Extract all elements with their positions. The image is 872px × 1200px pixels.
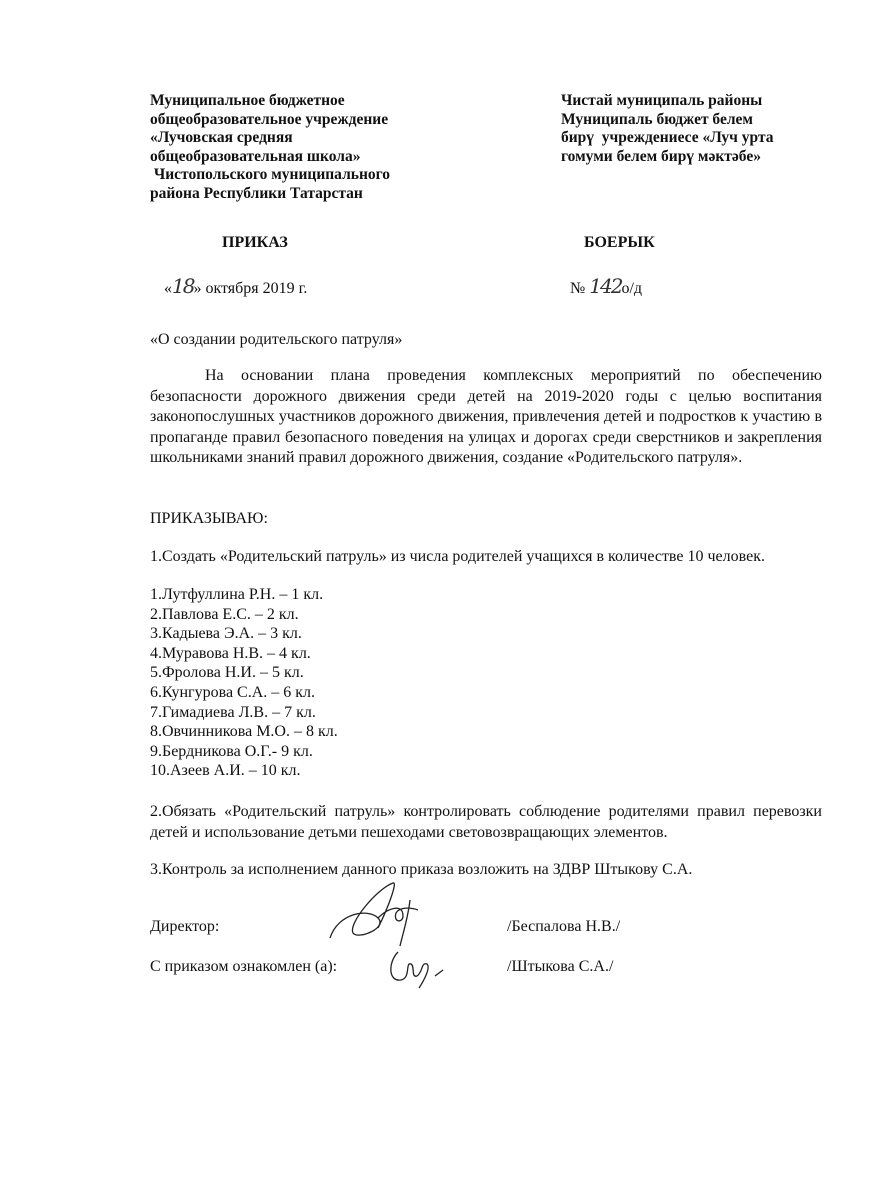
item-2: 2.Обязать «Родительский патруль» контролировать соблюдение родителями правил перевозки детей и использование детьми пешеходами световозвращающих элементов. <box>150 803 822 841</box>
title-tt: БОЕРЫК <box>584 234 655 251</box>
ack-label: С приказом ознакомлен (а): <box>150 958 338 975</box>
title-ru: ПРИКАЗ <box>222 234 288 251</box>
header-line: Чистай муниципаль районы <box>561 92 763 109</box>
list-item: 2.Павлова Е.С. – 2 кл. <box>150 605 299 623</box>
header-right <box>561 92 774 166</box>
item-1: 1.Создать «Родительский патруль» из числа родителей учащихся в количестве 10 человек. <box>150 548 765 565</box>
header-line: гомуми белем бирү мәктәбе» <box>561 147 761 165</box>
header-line: Чистопольского муниципального <box>150 166 391 183</box>
date-day-handwritten: 18 <box>172 274 194 298</box>
number-sign: № <box>570 280 590 297</box>
list-item: 10.Азеев А.И. – 10 кл. <box>150 762 301 780</box>
order-subject: «О создании родительского патруля» <box>150 331 403 348</box>
header-line: бирү учреждениесе «Луч урта <box>561 129 774 146</box>
order-date <box>164 274 307 298</box>
header-line: Муниципальное бюджетное <box>150 92 345 109</box>
list-item: 3.Кадыева Э.А. – 3 кл. <box>150 625 302 643</box>
date-rest: » октября 2019 г. <box>193 280 308 297</box>
date-quote: « <box>164 280 172 297</box>
list-item: 5.Фролова Н.И. – 5 кл. <box>150 664 304 682</box>
list-item: 7.Гимадиева Л.В. – 7 кл. <box>150 703 316 721</box>
header-line: «Лучовская средняя <box>150 129 293 146</box>
preamble: На основании плана проведения комплексных мероприятий по обеспечению безопасности дорожного движения среди детей на 2019-2020 годы с целью воспитания законопослушных участников дорожного движения, привлечения детей и подростков к участию в пропаганде правил безопасного поведения на улицах и дорогах среди сверстников и закрепления школьниками знаний правил дорожного движения, создание «Родительского патруля». <box>150 367 822 466</box>
list-item: 6.Кунгурова С.А. – 6 кл. <box>150 683 316 701</box>
list-item: 9.Бердникова О.Г.- 9 кл. <box>150 742 313 760</box>
header-line: общеобразовательная школа» <box>150 147 361 165</box>
header-line: общеобразовательное учреждение <box>150 110 389 128</box>
number-handwritten: 142 <box>589 274 622 298</box>
list-item: 4.Муравова Н.В. – 4 кл. <box>150 644 311 662</box>
list-item: 1.Лутфуллина Р.Н. – 1 кл. <box>150 586 324 603</box>
members-list <box>150 585 338 781</box>
director-name: /Беспалова Н.В./ <box>507 918 621 935</box>
header-line: района Республики Татарстан <box>150 184 363 202</box>
order-word: ПРИКАЗЫВАЮ: <box>150 510 268 527</box>
director-label: Директор: <box>150 918 220 935</box>
director-signature <box>318 878 438 948</box>
order-number <box>570 274 642 298</box>
header-left <box>150 92 390 203</box>
list-item: 8.Овчинникова М.О. – 8 кл. <box>150 723 338 741</box>
acknowledgement-signature <box>383 942 453 992</box>
ack-name: /Штыкова С.А./ <box>507 958 614 975</box>
header-line: Муниципаль бюджет белем <box>561 110 753 128</box>
item-3: 3.Контроль за исполнением данного приказа возложить на ЗДВР Штыкову С.А. <box>150 861 693 878</box>
number-suffix: о/д <box>621 280 643 297</box>
